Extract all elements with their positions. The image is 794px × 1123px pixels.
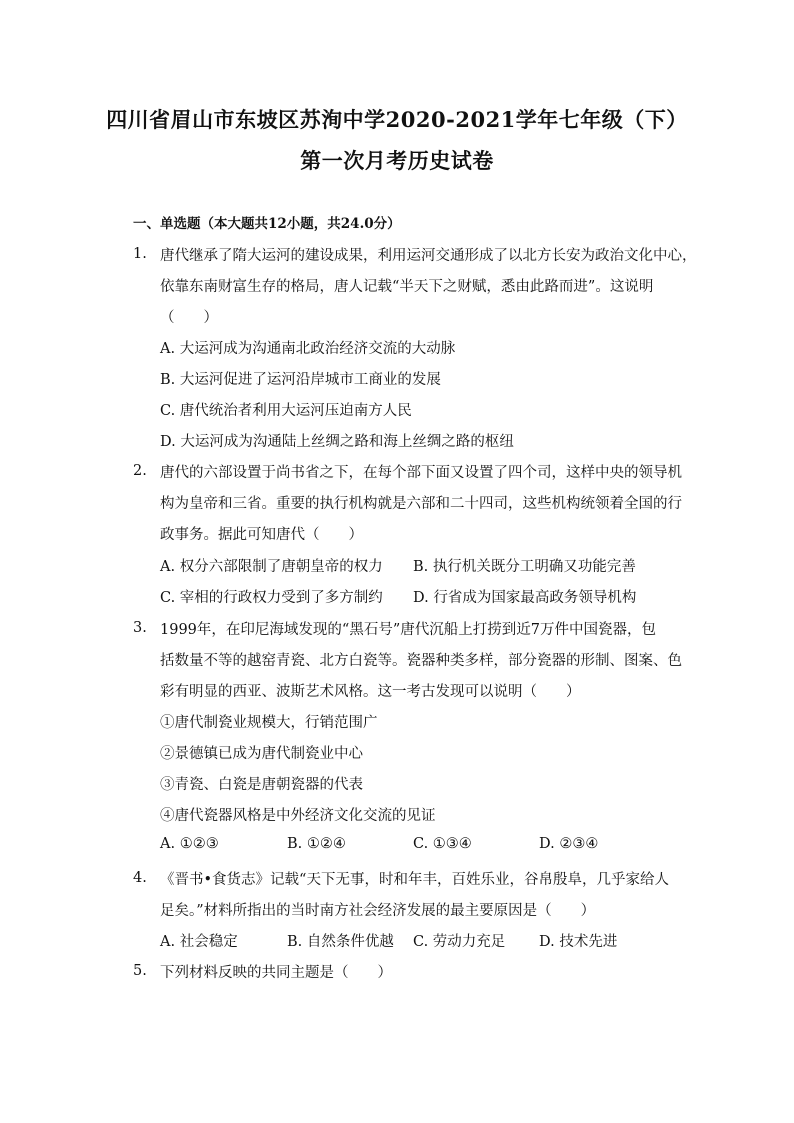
exam-title-line1: 四川省眉山市东坡区苏洵中学2020-2021学年七年级（下）: [106, 107, 688, 132]
question-4-option-d: D. 技术先进: [539, 934, 618, 950]
question-2-line: 政事务。据此可知唐代（ ）: [160, 527, 363, 543]
question-2-option-b: B. 执行机关既分工明确又功能完善: [413, 559, 636, 575]
question-2-option-d: D. 行省成为国家最高政务领导机构: [413, 590, 637, 606]
question-3-line: 括数量不等的越窑青瓷、北方白瓷等。瓷器种类多样，部分瓷器的形制、图案、色: [160, 653, 682, 669]
question-4-line: 《晋书•食货志》记载“天下无事，时和年丰，百姓乐业，谷帛殷阜，几乎家给人: [160, 872, 669, 888]
section-heading: 一、单选题（本大题共12小题，共24.0分）: [133, 216, 401, 232]
question-3-number: 3.: [133, 620, 147, 636]
question-3-option-b: B. ①②④: [287, 836, 346, 852]
question-3-statement: ④唐代瓷器风格是中外经济文化交流的见证: [160, 808, 436, 824]
question-1-line: 依靠东南财富生存的格局，唐人记载“半天下之财赋，悉由此路而进”。这说明: [160, 279, 654, 295]
question-1-line: 唐代继承了隋大运河的建设成果，利用运河交通形成了以北方长安为政治文化中心，: [160, 248, 697, 264]
question-3-line: 1999年，在印尼海域发现的“黑石号”唐代沉船上打捞到近7万件中国瓷器，包: [160, 622, 656, 638]
question-1-number: 1.: [133, 246, 147, 262]
question-4-option-c: C. 劳动力充足: [413, 934, 506, 950]
question-4-option-a: A. 社会稳定: [160, 934, 238, 950]
question-2-option-c: C. 宰相的行政权力受到了多方制约: [160, 590, 383, 606]
question-2-number: 2.: [133, 463, 147, 479]
question-4-option-b: B. 自然条件优越: [287, 934, 394, 950]
question-5-number: 5.: [133, 963, 147, 979]
question-3-option-d: D. ②③④: [539, 836, 599, 852]
question-2-option-a: A. 权分六部限制了唐朝皇帝的权力: [160, 559, 383, 575]
question-1-option-b: B. 大运河促进了运河沿岸城市工商业的发展: [160, 372, 441, 388]
question-2-line: 构为皇帝和三省。重要的执行机构就是六部和二十四司，这些机构统领着全国的行: [160, 496, 682, 512]
question-3-option-a: A. ①②③: [160, 836, 219, 852]
question-1-line: （ ）: [160, 310, 218, 326]
question-3-line: 彩有明显的西亚、波斯艺术风格。这一考古发现可以说明（ ）: [160, 684, 581, 700]
question-2-line: 唐代的六部设置于尚书省之下，在每个部下面又设置了四个司，这样中央的领导机: [160, 465, 682, 481]
question-3-statement: ②景德镇已成为唐代制瓷业中心: [160, 746, 363, 762]
question-4-line: 足矣。”材料所指出的当时南方社会经济发展的最主要原因是（ ）: [160, 903, 596, 919]
question-3-statement: ①唐代制瓷业规模大，行销范围广: [160, 715, 378, 731]
question-4-number: 4.: [133, 870, 147, 886]
question-3-option-c: C. ①③④: [413, 836, 472, 852]
question-1-option-d: D. 大运河成为沟通陆上丝绸之路和海上丝绸之路的枢纽: [160, 434, 514, 450]
question-1-option-c: C. 唐代统治者利用大运河压迫南方人民: [160, 403, 412, 419]
question-5-line: 下列材料反映的共同主题是（ ）: [160, 965, 392, 981]
question-3-statement: ③青瓷、白瓷是唐朝瓷器的代表: [160, 777, 363, 793]
exam-title-line2: 第一次月考历史试卷: [300, 148, 494, 173]
question-1-option-a: A. 大运河成为沟通南北政治经济交流的大动脉: [160, 341, 456, 357]
